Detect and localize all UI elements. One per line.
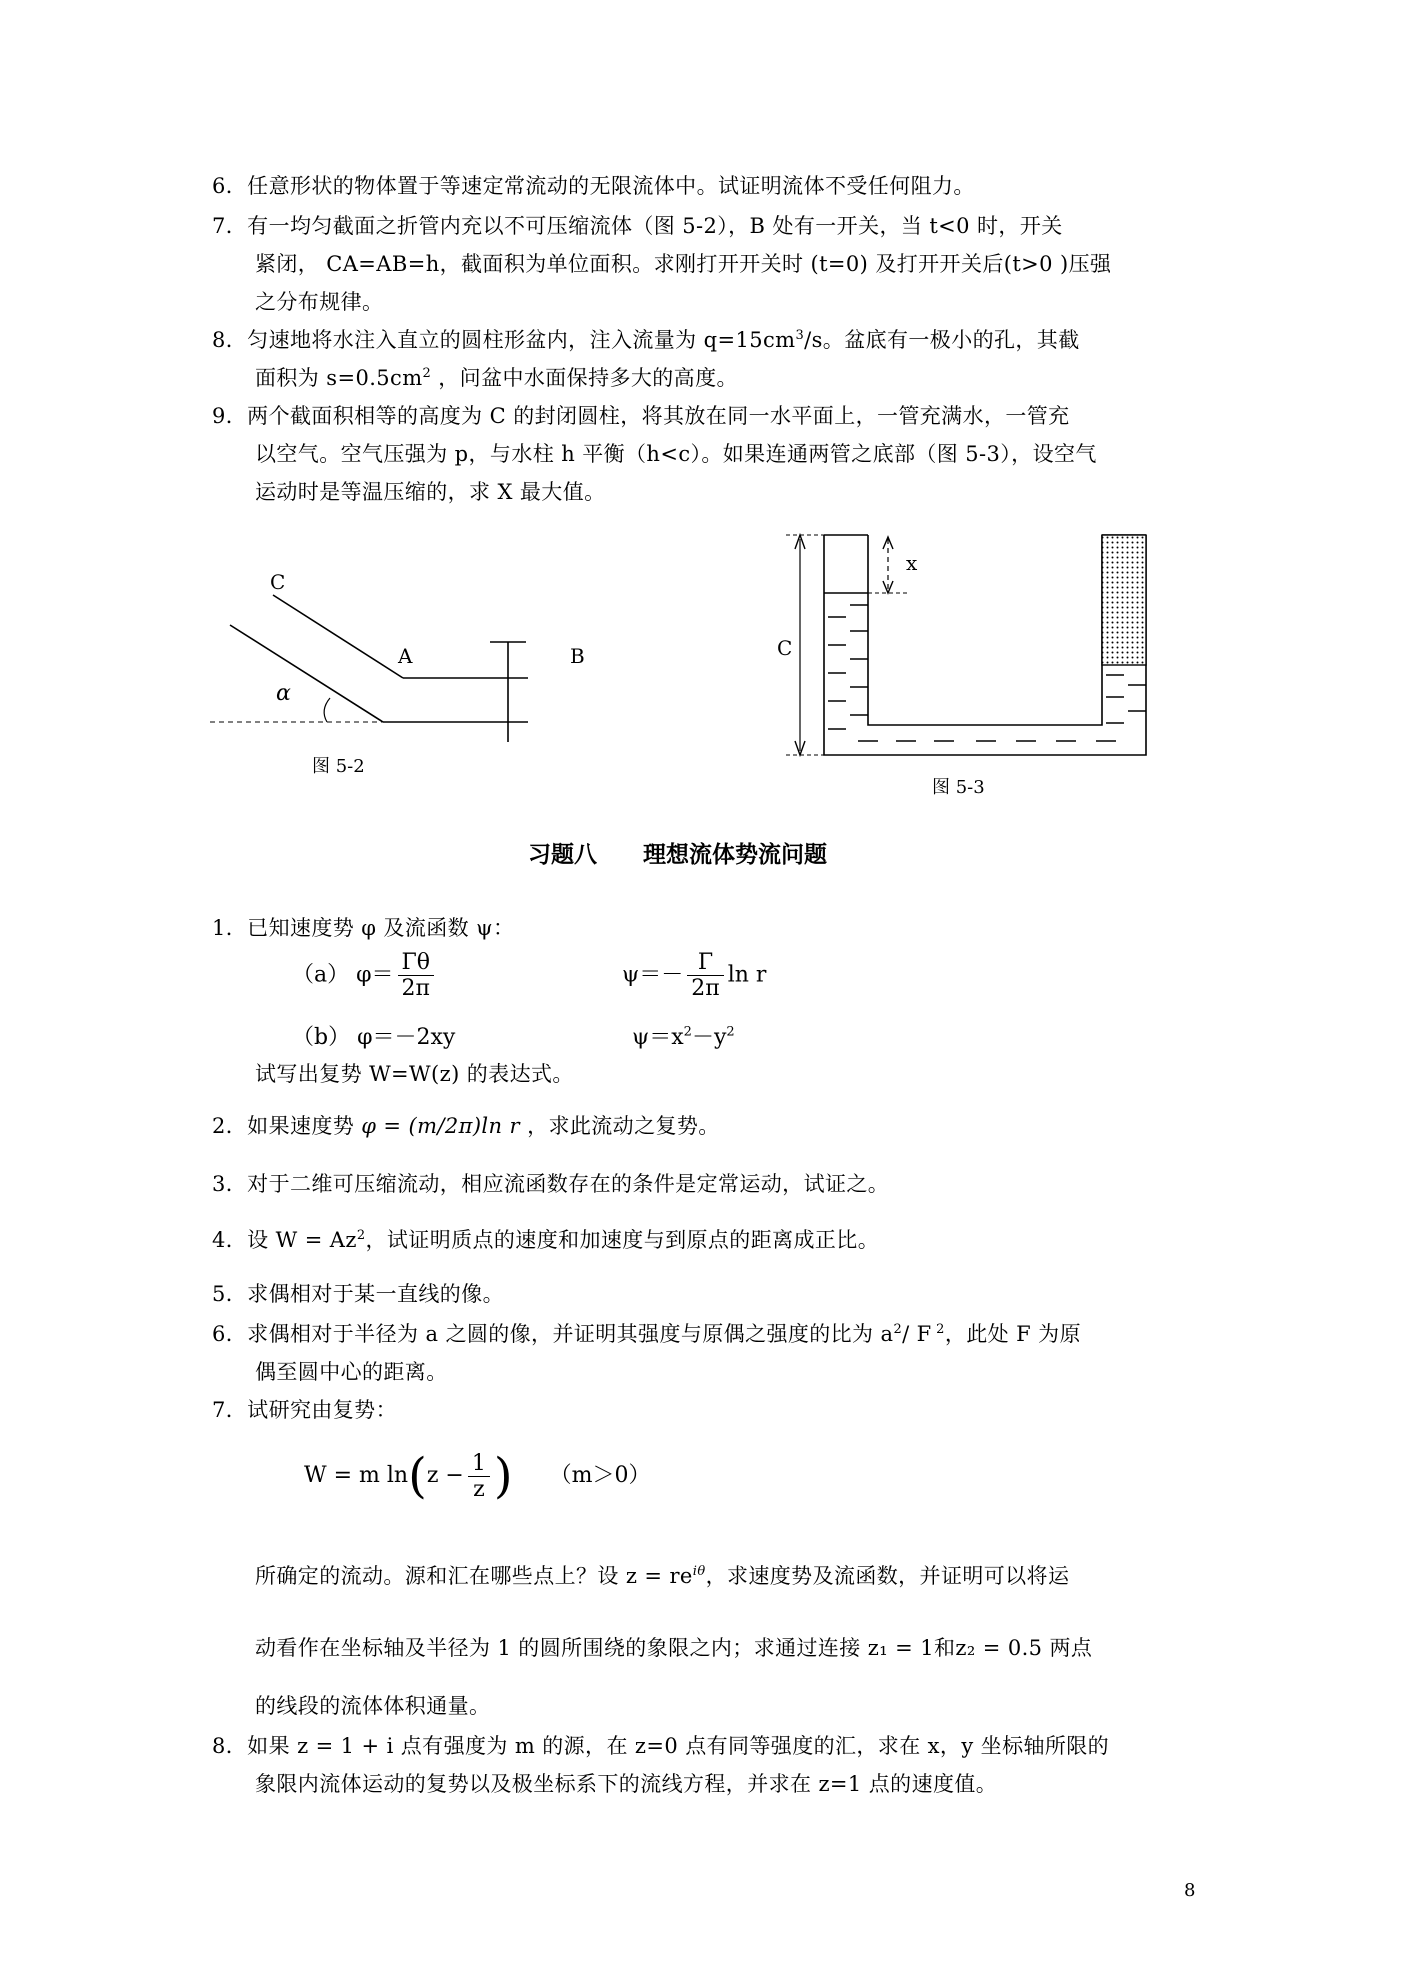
open-paren: (: [408, 1448, 427, 1504]
ex8-problem-3: [212, 1170, 889, 1198]
ex8-problem-4: [212, 1226, 879, 1254]
close-paren: ): [493, 1448, 513, 1504]
problem-text: 求偶相对于半径为 a 之圆的像，并证明其强度与原偶之强度的比为 a: [247, 1322, 894, 1346]
problem-6: [212, 172, 975, 200]
problem-9-line-3: 运动时是等温压缩的，求 X 最大值。: [255, 480, 606, 504]
superscript: iθ: [692, 1564, 706, 1579]
ex8-problem-7-intro: [212, 1396, 397, 1424]
problem-text: 如果: [247, 1734, 298, 1758]
problem-text: 任意形状的物体置于等速定常流动的无限流体中。试证明流体不受任何阻力。: [247, 174, 975, 198]
problem-text: 所确定的流动。源和汇在哪些点上？设: [255, 1564, 626, 1588]
problem-text: 设: [247, 1228, 276, 1252]
ex8-problem-8-line-2: 象限内流体运动的复势以及极坐标系下的流线方程，并求在 z=1 点的速度值。: [255, 1772, 998, 1796]
figure-caption: 图 5-2: [312, 756, 365, 777]
formula-text: φ＝: [356, 962, 394, 988]
figure-5-3: [770, 525, 1170, 805]
label-b: B: [570, 644, 585, 668]
formula-text: φ＝－2xy: [357, 1025, 456, 1050]
problem-9-line-2: 以空气。空气压强为 p，与水柱 h 平衡（h<c）。如果连通两管之底部（图 5-3），设空气: [255, 442, 1097, 466]
ex8-problem-7-line-2: [255, 1634, 1092, 1662]
problem-text: 两点: [1042, 1636, 1093, 1660]
formula-text: W = Az: [275, 1228, 357, 1252]
ex8-problem-1-intro: [212, 914, 514, 942]
ex8-problem-8-line-1: [212, 1732, 1109, 1760]
fraction: [398, 950, 435, 1001]
formula-text: ψ＝－: [622, 962, 684, 988]
air-column: [1102, 535, 1146, 665]
formula-text: z −: [426, 1463, 464, 1488]
problem-text: 如果速度势: [247, 1114, 362, 1138]
problem-text: 对于二维可压缩流动，相应流函数存在的条件是定常运动，试证之。: [247, 1172, 890, 1196]
problem-8-line-2: [255, 364, 738, 392]
problem-number: 8．: [212, 328, 248, 352]
section-title: 习题八 理想流体势流问题: [528, 841, 827, 868]
problem-text: 面积为 s=0.5cm: [255, 366, 423, 390]
ex8-problem-6-line-1: [212, 1320, 1081, 1348]
numerator: 1: [468, 1451, 490, 1477]
label-c: C: [777, 636, 793, 660]
figure-5-2: [200, 560, 600, 790]
problem-number: 9．: [212, 404, 248, 428]
problem-text: ，试证明质点的速度和加速度与到原点的距离成正比。: [365, 1228, 880, 1252]
figure-caption: 图 5-3: [932, 777, 985, 798]
ex8-problem-7-line-1: [255, 1562, 1069, 1590]
formula-text: －y: [691, 1025, 727, 1050]
label-x: x: [906, 551, 918, 575]
problem-number: 3．: [212, 1172, 248, 1196]
problem-7-line-3: 之分布规律。: [255, 290, 384, 314]
formula-text: z = 1 + i: [297, 1734, 394, 1758]
superscript: 3: [795, 328, 805, 343]
formula-condition: （m＞0）: [549, 1463, 651, 1488]
formula-text: W = m ln: [304, 1463, 409, 1488]
problem-9-line-1: [212, 402, 1070, 430]
ex8-problem-7-line-3: 的线段的流体体积通量。: [255, 1694, 491, 1718]
problem-number: 7．: [212, 1398, 248, 1422]
part-label: （a）: [292, 962, 350, 988]
problem-text: 两个截面积相等的高度为 C 的封闭圆柱，将其放在同一水平面上，一管充满水，一管充: [247, 404, 1070, 428]
problem-number: 6．: [212, 174, 248, 198]
problem-text: /s。盆底有一极小的孔，其截: [804, 328, 1080, 352]
problem-text: ，此处 F 为原: [944, 1322, 1081, 1346]
problem-number: 4．: [212, 1228, 248, 1252]
u-tube-inner-wall: [868, 535, 1102, 725]
problem-number: 7．: [212, 214, 248, 238]
fraction: [687, 950, 723, 1001]
ex8-problem-5: [212, 1280, 504, 1308]
problem-number: 8．: [212, 1734, 248, 1758]
problem-text: ，求速度势及流函数，并证明可以将运: [705, 1564, 1070, 1588]
label-c: C: [270, 570, 286, 594]
problem-text: 有一均匀截面之折管内充以不可压缩流体（图 5-2），B 处有一开关，当 t<0 时，开关: [247, 214, 1063, 238]
superscript: 2: [356, 1228, 366, 1243]
problem-text: / F: [902, 1322, 932, 1346]
problem-number: 6．: [212, 1322, 248, 1346]
ex8-problem-2: [212, 1112, 720, 1140]
formula-a-phi: [292, 950, 438, 1001]
numerator: Γθ: [398, 950, 435, 976]
ex8-problem-6-line-2: 偶至圆中心的距离。: [255, 1360, 448, 1384]
problem-text: ，问盆中水面保持多大的高度。: [431, 366, 738, 390]
formula-a-psi: [622, 950, 766, 1001]
page-number: 8: [1184, 1880, 1196, 1901]
superscript: 2: [683, 1024, 692, 1040]
u-tube-outer-wall: [824, 535, 1146, 755]
angle-arc: [324, 698, 330, 722]
superscript: 2: [893, 1322, 903, 1337]
problem-8-line-1: [212, 326, 1080, 354]
fraction: [468, 1451, 490, 1502]
superscript: 2: [931, 1322, 945, 1337]
part-label: （b）: [292, 1025, 351, 1050]
formula-b-psi: [632, 1020, 735, 1051]
formula-text: z₁ = 1和z₂ = 0.5: [867, 1636, 1043, 1660]
denominator: z: [473, 1476, 485, 1502]
problem-number: 2．: [212, 1114, 248, 1138]
problem-text: 动看作在坐标轴及半径为 1 的圆所围绕的象限之内；求通过连接: [255, 1636, 868, 1660]
problem-7-line-1: [212, 212, 1063, 240]
superscript: 2: [422, 366, 432, 381]
problem-text: 已知速度势 φ 及流函数 ψ：: [247, 916, 515, 940]
problem-text: 试研究由复势：: [247, 1398, 397, 1422]
problem-text: 求偶相对于某一直线的像。: [247, 1282, 504, 1306]
problem-7-line-2: 紧闭， CA=AB=h，截面积为单位面积。求刚打开开关时 (t=0) 及打开开关后(t>0 )压强: [255, 252, 1112, 276]
problem-number: 5．: [212, 1282, 248, 1306]
ex8-problem-7-formula: [304, 1448, 650, 1504]
denominator: 2π: [691, 976, 720, 1001]
superscript: 2: [726, 1024, 735, 1040]
formula-b-phi: [292, 1020, 455, 1051]
formula-text: φ = (m/2π)ln r: [361, 1114, 520, 1138]
formula-text: z = re: [625, 1564, 693, 1588]
pipe-lower-wall: [230, 625, 383, 722]
denominator: 2π: [401, 976, 431, 1001]
label-alpha: α: [276, 681, 291, 706]
problem-text: ，求此流动之复势。: [520, 1114, 720, 1138]
numerator: Γ: [687, 950, 723, 976]
formula-text: ψ＝x: [632, 1025, 684, 1050]
problem-number: 1．: [212, 916, 248, 940]
formula-text: ln r: [727, 962, 767, 988]
problem-text: 点有强度为 m 的源，在 z=0 点有同等强度的汇，求在 x，y 坐标轴所限的: [393, 1734, 1110, 1758]
problem-text: 匀速地将水注入直立的圆柱形盆内，注入流量为 q=15cm: [247, 328, 796, 352]
label-a: A: [398, 644, 413, 668]
ex8-problem-1-tail: 试写出复势 W=W(z) 的表达式。: [255, 1062, 574, 1086]
